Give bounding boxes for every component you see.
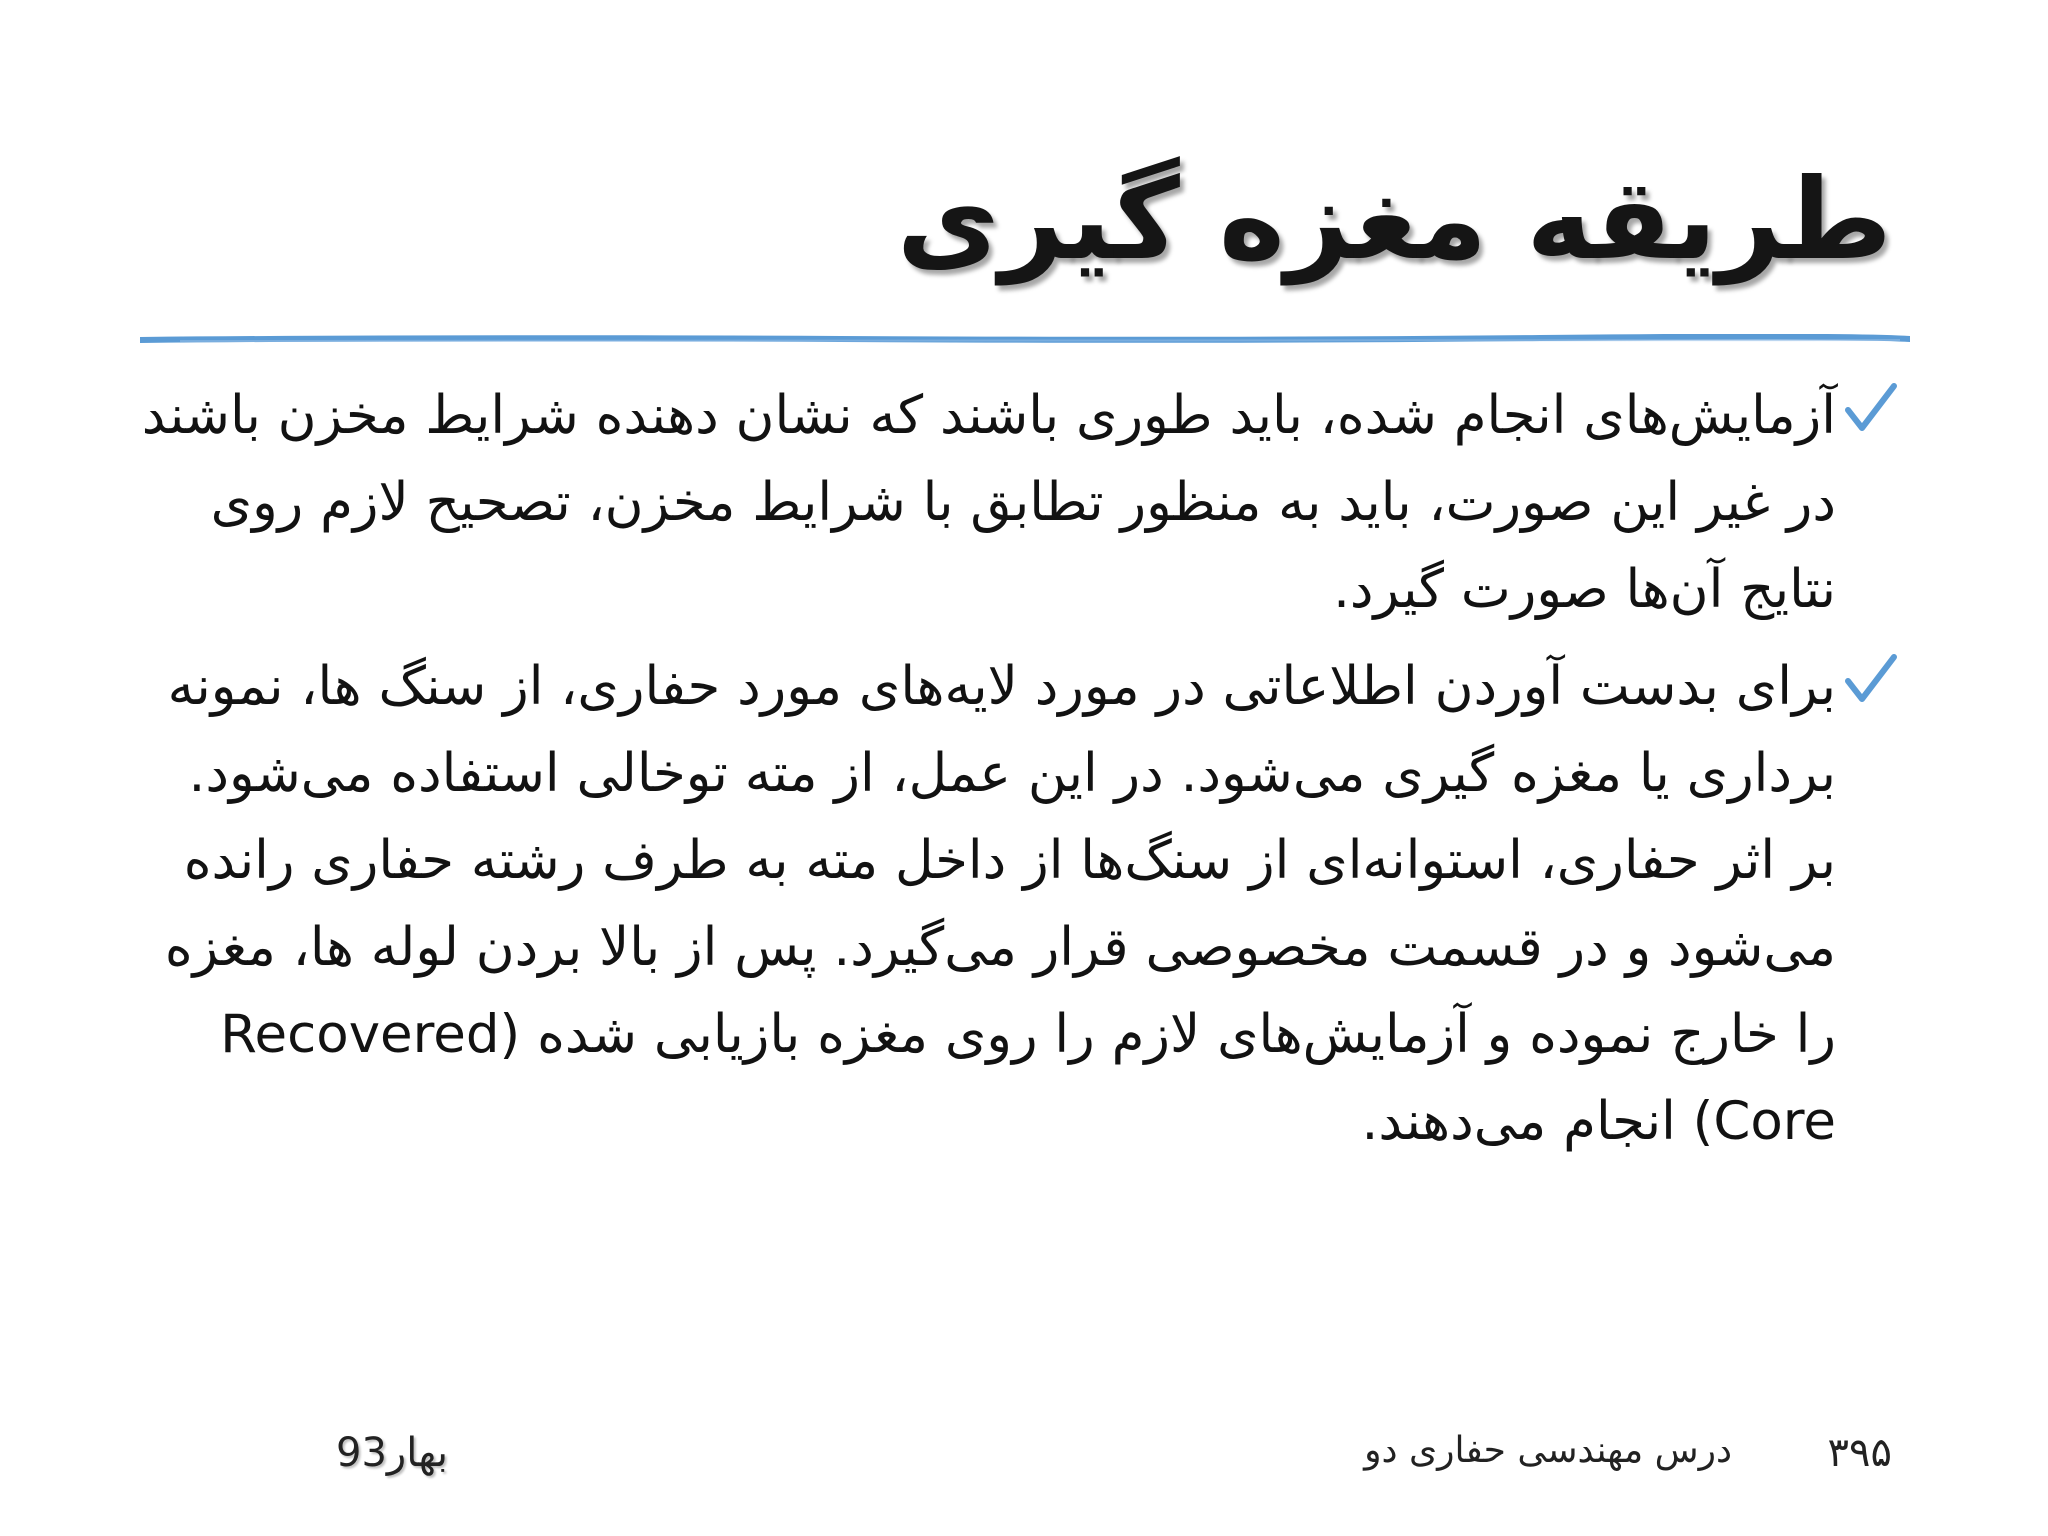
list-item [138, 643, 1898, 1165]
check-icon [1844, 651, 1898, 711]
page-number: ۳۹۵ [1827, 1430, 1892, 1476]
slide-title: طریقه مغزه گیری [896, 155, 1892, 285]
check-icon [1844, 380, 1898, 440]
term-label: بهار93 [336, 1430, 448, 1476]
bullet-text: آزمایش‌های انجام شده، باید طوری باشند که نشان دهنده شرایط مخزن باشند در غیر این صورت، باید به منظور تطابق با شرایط مخزن، تصحیح لازم روی نتایج آن‌ها صورت گیرد. [141, 385, 1836, 620]
bullet-text: برای بدست آوردن اطلاعاتی در مورد لایه‌های مورد حفاری، از سنگ ها، نمونه برداری یا مغزه گیری می‌شود. در این عمل، از مته توخالی استفاده می‌شود. بر اثر حفاری، استوانه‌ای از سنگ‌ها از داخل مته به طرف رشته حفاری رانده می‌شود و در قسمت مخصوصی قرار می‌گیرد. پس از بالا بردن لوله ها، مغزه را خارج نموده و آزمایش‌های لازم را روی مغزه بازیابی شده (Recovered Core) انجام می‌دهند. [164, 656, 1836, 1152]
bullet-list [138, 372, 1898, 1175]
list-item [138, 372, 1898, 633]
title-underline [140, 334, 1910, 344]
course-name: درس مهندسی حفاری دو [1364, 1430, 1732, 1471]
